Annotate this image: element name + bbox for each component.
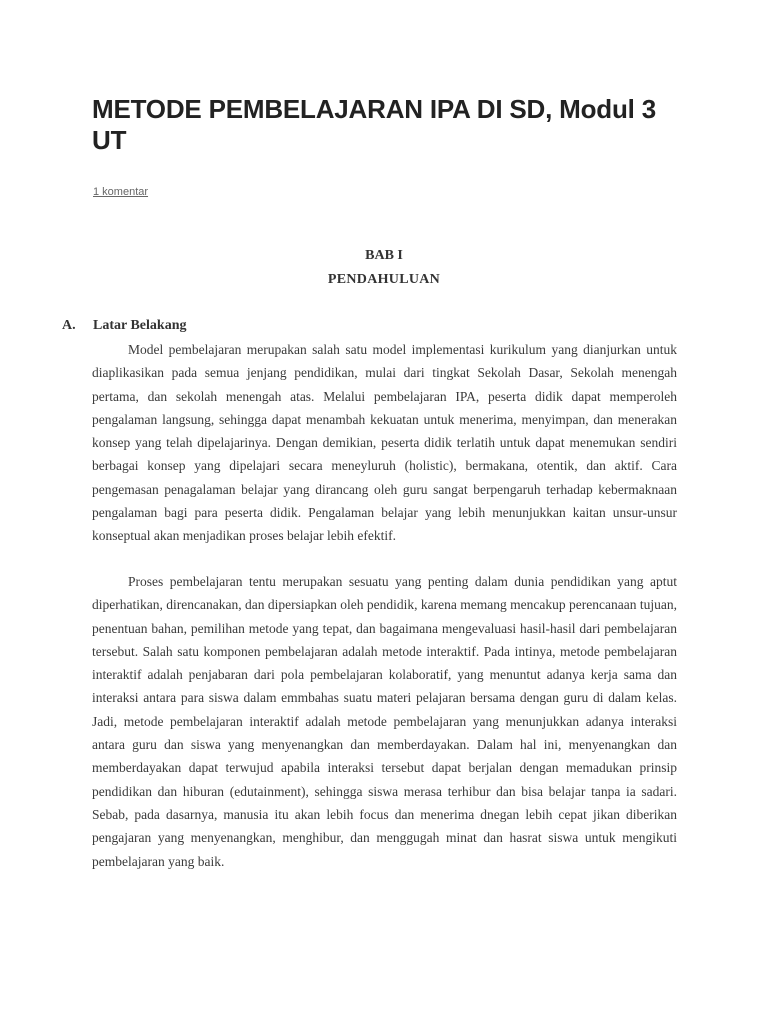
comments-link[interactable]: 1 komentar: [93, 186, 149, 198]
body-paragraph: Proses pembelajaran tentu merupakan sesuatu yang penting dalam dunia pendidikan yang aptut diperhatikan, direncanakan, dan dipersiapkan oleh pendidik, karena memang mencakup perencanaan tujuan, penentuan bahan, pemilihan metode yang tepat, dan bagaimana mengevaluasi hasil-hasil dari pembelajaran tersebut. Salah satu komponen pembelajaran adalah metode interaktif. Pada intinya, metode pembelajaran interaktif adalah penjabaran dari pola pembelajaran kolaboratif, yang menuntut adanya kerja sama dan interaksi antara para siswa dalam emmbahas suatu materi pelajaran bersama dengan guru di dalam kelas. Jadi, metode pembelajaran interaktif adalah metode pembelajaran yang menunjukkan adanya interaksi antara guru dan siswa yang menyenangkan dan memberdayakan. Dalam hal ini, menyenangkan dan memberdayakan dapat terwujud apabila interaksi tersebut dapat berjalan dengan memadukan prinsip pendidikan dan hiburan (edutainment), sehingga siswa merasa terhibur dan bisa belajar tanpa ia sadari. Sebab, pada dasarnya, manusia itu akan lebih focus dan menerima dnegan lebih cepat jikan diberikan pengajaran yang menyenangkan, menghibur, dan menggugah minat dan hasrat siswa untuk mengikuti pembelajaran yang baik.: [92, 574, 677, 869]
section-heading: [62, 318, 186, 334]
section-title: Latar Belakang: [93, 318, 187, 333]
body-paragraph: Model pembelajaran merupakan salah satu model implementasi kurikulum yang dianjurkan untuk diaplikasikan pada semua jenjang pendidikan, mulai dari tingkat Sekolah Dasar, Sekolah menengah pertama, dan sekolah menengah atas. Melalui pembelajaran IPA, peserta didik dapat memperoleh pengalaman langsung, sehingga dapat menambah kekuatan untuk menerima, menyimpan, dan menerakan konsep yang telah dipelajarinya. Dengan demikian, peserta didik terlatih untuk dapat menemukan sendiri berbagai konsep yang dipelajari secara meneyluruh (holistic), bermakana, otentik, dan aktif. Cara pengemasan penagalaman belajar yang dirancang oleh guru sangat berpengaruh terhadap kebermaknaan pengalaman bagi para peserta didik. Pengalaman belajar yang lebih menunjukkan kaitan unsur-unsur konseptual akan menjadikan proses belajar lebih efektif.: [92, 342, 677, 544]
section-letter: A.: [62, 318, 76, 333]
chapter-number: BAB I: [365, 248, 403, 263]
chapter-title: PENDAHULUAN: [327, 272, 441, 287]
post-title: METODE PEMBELAJARAN IPA DI SD, Modul 3 UT: [92, 94, 656, 155]
